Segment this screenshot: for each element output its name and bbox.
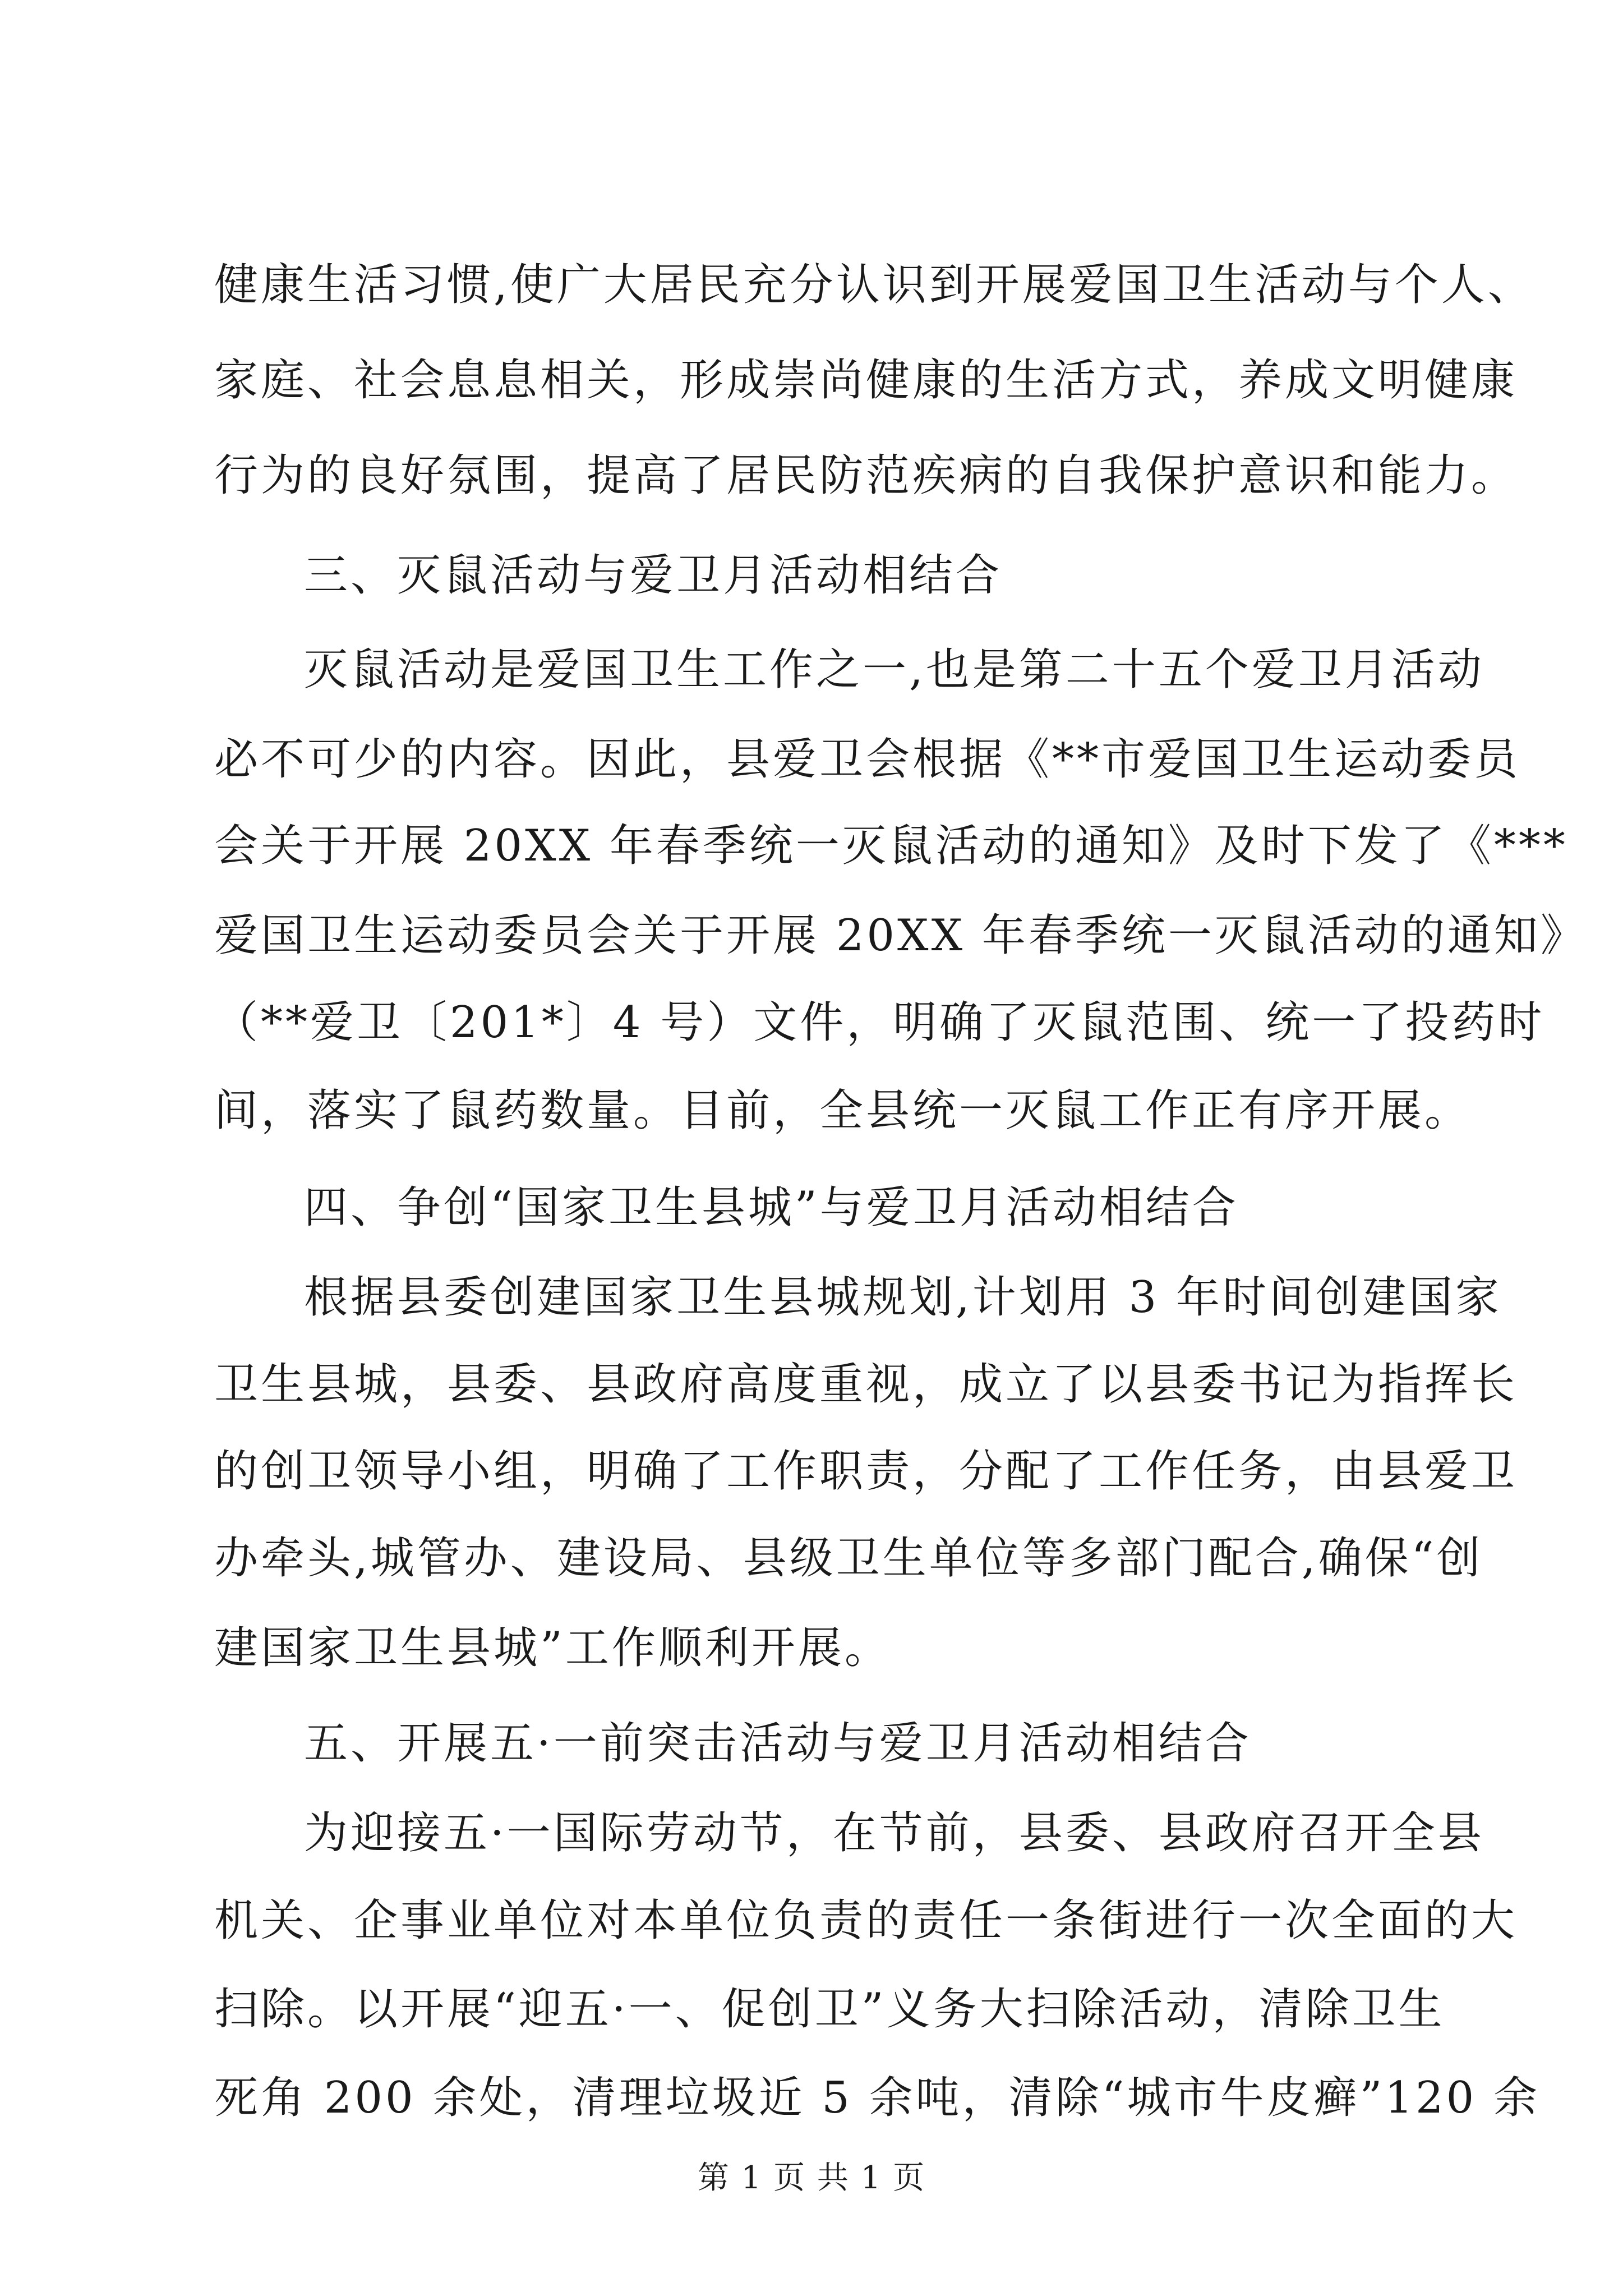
- paragraph-line: 卫生县城，县委、县政府高度重视，成立了以县委书记为指挥长: [214, 1359, 1518, 1410]
- paragraph-line: 的创卫领导小组，明确了工作职责，分配了工作任务，由县爱卫: [214, 1446, 1518, 1497]
- page-footer: 第 1 页 共 1 页: [697, 2160, 926, 2196]
- paragraph-line: 间，落实了鼠药数量。目前，全县统一灭鼠工作正有序开展。: [214, 1085, 1472, 1136]
- paragraph-line: 死角 200 余处，清理垃圾近 5 余吨，清除“城市牛皮癣”120 余: [214, 2073, 1541, 2123]
- paragraph-line: 会关于开展 20XX 年春季统一灭鼠活动的通知》及时下发了《***: [214, 821, 1568, 871]
- paragraph-line: 建国家卫生县城”工作顺利开展。: [214, 1623, 891, 1673]
- paragraph-line: 办牵头,城管办、建设局、县级卫生单位等多部门配合,确保“创: [214, 1533, 1483, 1584]
- paragraph-line: 行为的良好氛围，提高了居民防范疾病的自我保护意识和能力。: [214, 450, 1518, 501]
- paragraph-line: 灭鼠活动是爱国卫生工作之一,也是第二十五个爱卫月活动: [304, 645, 1484, 695]
- paragraph-line: 根据县委创建国家卫生县城规划,计划用 3 年时间创建国家: [304, 1272, 1502, 1323]
- paragraph-line: 健康生活习惯,使广大居民充分认识到开展爱国卫生活动与个人、: [214, 260, 1534, 310]
- paragraph-line: 机关、企事业单位对本单位负责的责任一条街进行一次全面的大: [214, 1895, 1518, 1946]
- paragraph-line: 为迎接五·一国际劳动节，在节前，县委、县政府召开全县: [304, 1808, 1484, 1858]
- section-heading: 四、争创“国家卫生县城”与爱卫月活动相结合: [304, 1182, 1239, 1233]
- paragraph-line: 必不可少的内容。因此，县爱卫会根据《**市爱国卫生运动委员: [214, 734, 1521, 785]
- section-heading: 三、灭鼠活动与爱卫月活动相结合: [304, 550, 1003, 601]
- paragraph-line: 爱国卫生运动委员会关于开展 20XX 年春季统一灭鼠活动的通知》: [214, 910, 1587, 961]
- section-heading: 五、开展五·一前突击活动与爱卫月活动相结合: [304, 1718, 1252, 1769]
- paragraph-line: 家庭、社会息息相关，形成崇尚健康的生活方式，养成文明健康: [214, 355, 1518, 406]
- paragraph-line: 扫除。以开展“迎五·一、促创卫”义务大扫除活动，清除卫生: [214, 1984, 1445, 2035]
- paragraph-line: （**爱卫〔201*〕4 号）文件，明确了灭鼠范围、统一了投药时: [214, 997, 1545, 1048]
